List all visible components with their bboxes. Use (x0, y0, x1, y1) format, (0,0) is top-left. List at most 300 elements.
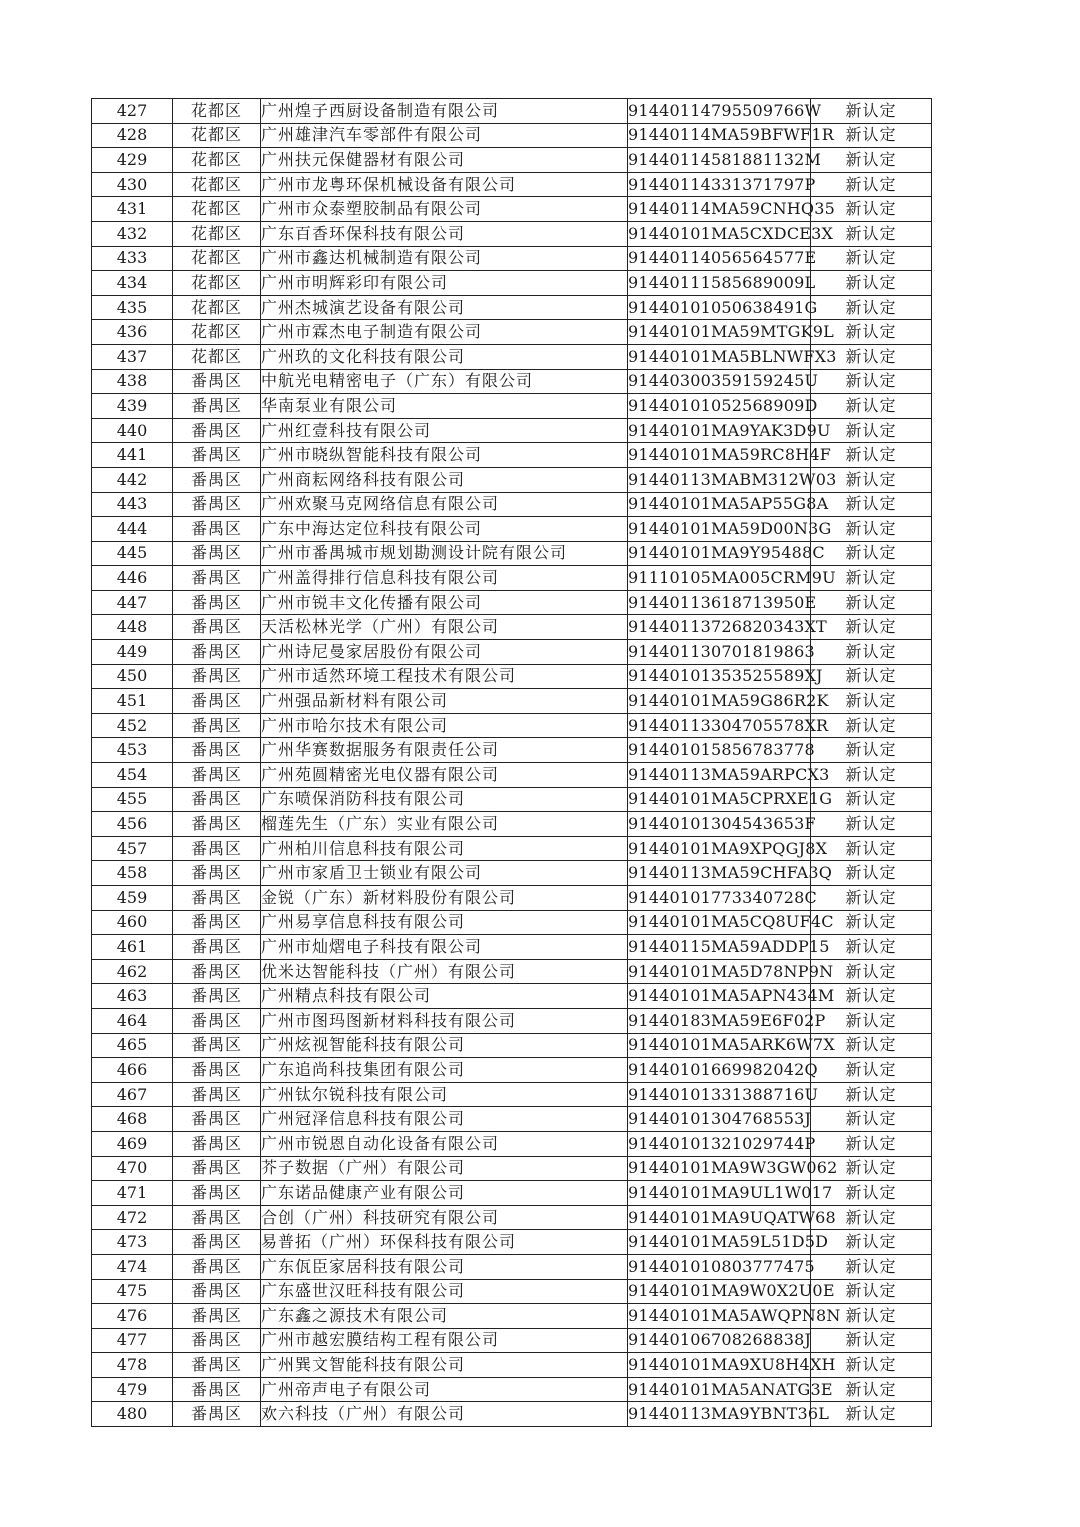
company-name-cell: 广州盖得排行信息科技有限公司 (261, 566, 628, 591)
company-name-cell: 广东中海达定位科技有限公司 (261, 517, 628, 542)
credit-code-cell: 914401010803777475 (628, 1254, 811, 1279)
row-number-cell: 427 (92, 99, 173, 124)
table-row (92, 935, 932, 960)
status-cell: 新认定 (811, 1230, 932, 1255)
company-name-cell: 广州巽文智能科技有限公司 (261, 1353, 628, 1378)
company-name-cell: 广州市灿熠电子科技有限公司 (261, 935, 628, 960)
company-name-cell: 天活松林光学（广州）有限公司 (261, 615, 628, 640)
table-row (92, 787, 932, 812)
district-cell: 番禺区 (173, 443, 261, 468)
table-row (92, 984, 932, 1009)
company-name-cell: 广东佤臣家居科技有限公司 (261, 1254, 628, 1279)
table-row (92, 1058, 932, 1083)
company-name-cell: 广东诺品健康产业有限公司 (261, 1181, 628, 1206)
table-row (92, 763, 932, 788)
district-cell: 番禺区 (173, 640, 261, 665)
status-cell: 新认定 (811, 910, 932, 935)
status-cell: 新认定 (811, 1279, 932, 1304)
row-number-cell: 479 (92, 1377, 173, 1402)
status-cell: 新认定 (811, 1008, 932, 1033)
district-cell: 番禺区 (173, 1082, 261, 1107)
table-row (92, 664, 932, 689)
credit-code-cell: 91440101773340728C (628, 886, 811, 911)
table-row (92, 713, 932, 738)
status-cell: 新认定 (811, 172, 932, 197)
district-cell: 番禺区 (173, 959, 261, 984)
credit-code-cell: 91440101MA5BLNWFX3 (628, 344, 811, 369)
row-number-cell: 429 (92, 148, 173, 173)
credit-code-cell: 91440101304768553J (628, 1107, 811, 1132)
company-name-cell: 广州钛尔锐科技有限公司 (261, 1082, 628, 1107)
status-cell: 新认定 (811, 148, 932, 173)
credit-code-cell: 91440114795509766W (628, 99, 811, 124)
row-number-cell: 458 (92, 861, 173, 886)
company-name-cell: 广州市越宏膜结构工程有限公司 (261, 1328, 628, 1353)
table-row (92, 123, 932, 148)
status-cell: 新认定 (811, 1205, 932, 1230)
district-cell: 花都区 (173, 320, 261, 345)
row-number-cell: 433 (92, 246, 173, 271)
district-cell: 花都区 (173, 99, 261, 124)
status-cell: 新认定 (811, 1328, 932, 1353)
credit-code-cell: 91440101MA9UQATW68 (628, 1205, 811, 1230)
district-cell: 番禺区 (173, 861, 261, 886)
company-name-cell: 易普拓（广州）环保科技有限公司 (261, 1230, 628, 1255)
row-number-cell: 480 (92, 1402, 173, 1427)
credit-code-cell: 91440114MA59CNHQ35 (628, 197, 811, 222)
table-row (92, 1107, 932, 1132)
table-row (92, 738, 932, 763)
row-number-cell: 452 (92, 713, 173, 738)
row-number-cell: 441 (92, 443, 173, 468)
company-name-cell: 广东盛世汉旺科技有限公司 (261, 1279, 628, 1304)
row-number-cell: 456 (92, 812, 173, 837)
table-row (92, 1082, 932, 1107)
row-number-cell: 466 (92, 1058, 173, 1083)
row-number-cell: 467 (92, 1082, 173, 1107)
row-number-cell: 457 (92, 836, 173, 861)
table-row (92, 1254, 932, 1279)
credit-code-cell: 91440101669982042Q (628, 1058, 811, 1083)
status-cell: 新认定 (811, 664, 932, 689)
company-name-cell: 欢六科技（广州）有限公司 (261, 1402, 628, 1427)
row-number-cell: 447 (92, 590, 173, 615)
credit-code-cell: 91440101MA9Y95488C (628, 541, 811, 566)
row-number-cell: 473 (92, 1230, 173, 1255)
table-row (92, 1156, 932, 1181)
status-cell: 新认定 (811, 467, 932, 492)
status-cell: 新认定 (811, 123, 932, 148)
company-name-cell: 广州华赛数据服务有限责任公司 (261, 738, 628, 763)
company-name-cell: 广州柏川信息科技有限公司 (261, 836, 628, 861)
credit-code-cell: 91440300359159245U (628, 369, 811, 394)
row-number-cell: 443 (92, 492, 173, 517)
credit-code-cell: 914401015856783778 (628, 738, 811, 763)
district-cell: 花都区 (173, 295, 261, 320)
district-cell: 花都区 (173, 344, 261, 369)
company-name-cell: 广州市鑫达机械制造有限公司 (261, 246, 628, 271)
row-number-cell: 471 (92, 1181, 173, 1206)
table-row (92, 689, 932, 714)
status-cell: 新认定 (811, 271, 932, 296)
credit-code-cell: 91440101MA5CQ8UF4C (628, 910, 811, 935)
row-number-cell: 472 (92, 1205, 173, 1230)
table-row (92, 246, 932, 271)
company-name-cell: 广州易享信息科技有限公司 (261, 910, 628, 935)
table-row (92, 1402, 932, 1427)
company-name-cell: 广州市众泰塑胶制品有限公司 (261, 197, 628, 222)
status-cell: 新认定 (811, 640, 932, 665)
credit-code-cell: 91440111585689009L (628, 271, 811, 296)
table-row (92, 812, 932, 837)
credit-code-cell: 91440101331388716U (628, 1082, 811, 1107)
company-name-cell: 广州市晓纵智能科技有限公司 (261, 443, 628, 468)
row-number-cell: 437 (92, 344, 173, 369)
company-name-cell: 广州杰城演艺设备有限公司 (261, 295, 628, 320)
status-cell: 新认定 (811, 1304, 932, 1329)
company-name-cell: 优米达智能科技（广州）有限公司 (261, 959, 628, 984)
district-cell: 番禺区 (173, 763, 261, 788)
status-cell: 新认定 (811, 344, 932, 369)
company-name-cell: 华南泵业有限公司 (261, 394, 628, 419)
table-row (92, 467, 932, 492)
row-number-cell: 451 (92, 689, 173, 714)
table-row (92, 99, 932, 124)
credit-code-cell: 91440101MA9UL1W017 (628, 1181, 811, 1206)
credit-code-cell: 91440101MA5AP55G8A (628, 492, 811, 517)
row-number-cell: 461 (92, 935, 173, 960)
district-cell: 番禺区 (173, 467, 261, 492)
status-cell: 新认定 (811, 689, 932, 714)
district-cell: 番禺区 (173, 369, 261, 394)
district-cell: 番禺区 (173, 1008, 261, 1033)
company-name-cell: 广州市哈尔技术有限公司 (261, 713, 628, 738)
enterprise-list-table (91, 98, 932, 1427)
credit-code-cell: 914401130701819863 (628, 640, 811, 665)
row-number-cell: 432 (92, 221, 173, 246)
status-cell: 新认定 (811, 221, 932, 246)
credit-code-cell: 91440101MA59L51D5D (628, 1230, 811, 1255)
status-cell: 新认定 (811, 1058, 932, 1083)
table-row (92, 1008, 932, 1033)
table-row (92, 1353, 932, 1378)
company-name-cell: 广州市龙粤环保机械设备有限公司 (261, 172, 628, 197)
status-cell: 新认定 (811, 713, 932, 738)
row-number-cell: 475 (92, 1279, 173, 1304)
district-cell: 番禺区 (173, 1107, 261, 1132)
company-name-cell: 广州市锐丰文化传播有限公司 (261, 590, 628, 615)
credit-code-cell: 91440101MA5CPRXE1G (628, 787, 811, 812)
credit-code-cell: 91440101MA59RC8H4F (628, 443, 811, 468)
table-row (92, 394, 932, 419)
district-cell: 番禺区 (173, 1328, 261, 1353)
table-row (92, 1279, 932, 1304)
company-name-cell: 榴莲先生（广东）实业有限公司 (261, 812, 628, 837)
credit-code-cell: 91440101MA9XPQGJ8X (628, 836, 811, 861)
status-cell: 新认定 (811, 246, 932, 271)
credit-code-cell: 91440101MA5AWQPN8N (628, 1304, 811, 1329)
credit-code-cell: 91440101052568909D (628, 394, 811, 419)
district-cell: 番禺区 (173, 517, 261, 542)
company-name-cell: 广州市霖杰电子制造有限公司 (261, 320, 628, 345)
status-cell: 新认定 (811, 1156, 932, 1181)
district-cell: 番禺区 (173, 1304, 261, 1329)
row-number-cell: 440 (92, 418, 173, 443)
table-row (92, 959, 932, 984)
company-name-cell: 广州商耘网络科技有限公司 (261, 467, 628, 492)
status-cell: 新认定 (811, 861, 932, 886)
row-number-cell: 434 (92, 271, 173, 296)
district-cell: 花都区 (173, 271, 261, 296)
status-cell: 新认定 (811, 1181, 932, 1206)
table-row (92, 320, 932, 345)
row-number-cell: 450 (92, 664, 173, 689)
credit-code-cell: 91440101MA9XU8H4XH (628, 1353, 811, 1378)
status-cell: 新认定 (811, 763, 932, 788)
table-row (92, 344, 932, 369)
status-cell: 新认定 (811, 418, 932, 443)
table-row (92, 1131, 932, 1156)
status-cell: 新认定 (811, 1082, 932, 1107)
company-name-cell: 广州苑圆精密光电仪器有限公司 (261, 763, 628, 788)
district-cell: 番禺区 (173, 394, 261, 419)
district-cell: 番禺区 (173, 566, 261, 591)
status-cell: 新认定 (811, 590, 932, 615)
status-cell: 新认定 (811, 1377, 932, 1402)
row-number-cell: 462 (92, 959, 173, 984)
company-name-cell: 广东追尚科技集团有限公司 (261, 1058, 628, 1083)
district-cell: 花都区 (173, 172, 261, 197)
district-cell: 番禺区 (173, 1156, 261, 1181)
company-name-cell: 广州欢聚马克网络信息有限公司 (261, 492, 628, 517)
company-name-cell: 广州冠泽信息科技有限公司 (261, 1107, 628, 1132)
credit-code-cell: 91440113MA59ARPCX3 (628, 763, 811, 788)
credit-code-cell: 91440101321029744P (628, 1131, 811, 1156)
credit-code-cell: 91440101MA5ARK6W7X (628, 1033, 811, 1058)
company-name-cell: 广州精点科技有限公司 (261, 984, 628, 1009)
credit-code-cell: 91440101050638491G (628, 295, 811, 320)
company-name-cell: 广州市图玛图新材料科技有限公司 (261, 1008, 628, 1033)
company-name-cell: 芥子数据（广州）有限公司 (261, 1156, 628, 1181)
credit-code-cell: 91440114331371797P (628, 172, 811, 197)
row-number-cell: 438 (92, 369, 173, 394)
row-number-cell: 436 (92, 320, 173, 345)
status-cell: 新认定 (811, 320, 932, 345)
district-cell: 番禺区 (173, 713, 261, 738)
district-cell: 番禺区 (173, 1131, 261, 1156)
row-number-cell: 469 (92, 1131, 173, 1156)
district-cell: 番禺区 (173, 836, 261, 861)
status-cell: 新认定 (811, 295, 932, 320)
row-number-cell: 428 (92, 123, 173, 148)
table-row (92, 615, 932, 640)
district-cell: 番禺区 (173, 418, 261, 443)
table-row (92, 1377, 932, 1402)
status-cell: 新认定 (811, 812, 932, 837)
district-cell: 番禺区 (173, 935, 261, 960)
table-row (92, 221, 932, 246)
table-row (92, 1230, 932, 1255)
row-number-cell: 478 (92, 1353, 173, 1378)
credit-code-cell: 91440113MA9YBNT36L (628, 1402, 811, 1427)
credit-code-cell: 91440101MA5APN434M (628, 984, 811, 1009)
company-name-cell: 广东鑫之源技术有限公司 (261, 1304, 628, 1329)
credit-code-cell: 91440101MA9W3GW062 (628, 1156, 811, 1181)
row-number-cell: 468 (92, 1107, 173, 1132)
table-row (92, 836, 932, 861)
status-cell: 新认定 (811, 492, 932, 517)
status-cell: 新认定 (811, 935, 932, 960)
district-cell: 番禺区 (173, 738, 261, 763)
district-cell: 番禺区 (173, 541, 261, 566)
district-cell: 番禺区 (173, 664, 261, 689)
district-cell: 番禺区 (173, 910, 261, 935)
credit-code-cell: 91440101MA59MTGK9L (628, 320, 811, 345)
table-row (92, 1304, 932, 1329)
district-cell: 番禺区 (173, 689, 261, 714)
status-cell: 新认定 (811, 394, 932, 419)
district-cell: 番禺区 (173, 590, 261, 615)
credit-code-cell: 91440113618713950E (628, 590, 811, 615)
row-number-cell: 435 (92, 295, 173, 320)
credit-code-cell: 91440101MA5D78NP9N (628, 959, 811, 984)
row-number-cell: 453 (92, 738, 173, 763)
status-cell: 新认定 (811, 1402, 932, 1427)
company-name-cell: 广州扶元保健器材有限公司 (261, 148, 628, 173)
status-cell: 新认定 (811, 1107, 932, 1132)
credit-code-cell: 91440101MA59G86R2K (628, 689, 811, 714)
table-row (92, 1328, 932, 1353)
row-number-cell: 445 (92, 541, 173, 566)
district-cell: 花都区 (173, 197, 261, 222)
table-row (92, 369, 932, 394)
company-name-cell: 广州诗尼曼家居股份有限公司 (261, 640, 628, 665)
status-cell: 新认定 (811, 1033, 932, 1058)
credit-code-cell: 91440114MA59BFWF1R (628, 123, 811, 148)
table-row (92, 1205, 932, 1230)
credit-code-cell: 91440115MA59ADDP15 (628, 935, 811, 960)
credit-code-cell: 91440106708268838J (628, 1328, 811, 1353)
district-cell: 番禺区 (173, 1033, 261, 1058)
credit-code-cell: 91440114056564577E (628, 246, 811, 271)
district-cell: 番禺区 (173, 1402, 261, 1427)
district-cell: 番禺区 (173, 812, 261, 837)
district-cell: 番禺区 (173, 984, 261, 1009)
district-cell: 番禺区 (173, 1205, 261, 1230)
row-number-cell: 455 (92, 787, 173, 812)
credit-code-cell: 91110105MA005CRM9U (628, 566, 811, 591)
row-number-cell: 470 (92, 1156, 173, 1181)
status-cell: 新认定 (811, 615, 932, 640)
credit-code-cell: 91440114581881132M (628, 148, 811, 173)
district-cell: 番禺区 (173, 1181, 261, 1206)
row-number-cell: 444 (92, 517, 173, 542)
table-row (92, 172, 932, 197)
district-cell: 番禺区 (173, 886, 261, 911)
row-number-cell: 476 (92, 1304, 173, 1329)
company-name-cell: 广州炫视智能科技有限公司 (261, 1033, 628, 1058)
table-row (92, 197, 932, 222)
district-cell: 番禺区 (173, 1377, 261, 1402)
district-cell: 番禺区 (173, 787, 261, 812)
status-cell: 新认定 (811, 1131, 932, 1156)
status-cell: 新认定 (811, 787, 932, 812)
row-number-cell: 474 (92, 1254, 173, 1279)
table-row (92, 861, 932, 886)
district-cell: 番禺区 (173, 1353, 261, 1378)
company-name-cell: 广州市锐恩自动化设备有限公司 (261, 1131, 628, 1156)
row-number-cell: 454 (92, 763, 173, 788)
company-name-cell: 广东喷保消防科技有限公司 (261, 787, 628, 812)
status-cell: 新认定 (811, 517, 932, 542)
table-row (92, 566, 932, 591)
row-number-cell: 459 (92, 886, 173, 911)
credit-code-cell: 91440101MA5CXDCE3X (628, 221, 811, 246)
status-cell: 新认定 (811, 984, 932, 1009)
company-name-cell: 金锐（广东）新材料股份有限公司 (261, 886, 628, 911)
company-name-cell: 广州市明辉彩印有限公司 (261, 271, 628, 296)
district-cell: 番禺区 (173, 615, 261, 640)
district-cell: 番禺区 (173, 1254, 261, 1279)
table-row (92, 910, 932, 935)
table-row (92, 640, 932, 665)
table-row (92, 886, 932, 911)
status-cell: 新认定 (811, 369, 932, 394)
district-cell: 番禺区 (173, 1230, 261, 1255)
company-name-cell: 广东百香环保科技有限公司 (261, 221, 628, 246)
table-row (92, 418, 932, 443)
company-name-cell: 广州帝声电子有限公司 (261, 1377, 628, 1402)
company-name-cell: 广州玖的文化科技有限公司 (261, 344, 628, 369)
table-row (92, 148, 932, 173)
status-cell: 新认定 (811, 99, 932, 124)
table-row (92, 541, 932, 566)
row-number-cell: 448 (92, 615, 173, 640)
table-row (92, 295, 932, 320)
row-number-cell: 477 (92, 1328, 173, 1353)
row-number-cell: 442 (92, 467, 173, 492)
row-number-cell: 460 (92, 910, 173, 935)
credit-code-cell: 91440101MA5ANATG3E (628, 1377, 811, 1402)
company-name-cell: 广州红壹科技有限公司 (261, 418, 628, 443)
credit-code-cell: 91440101353525589XJ (628, 664, 811, 689)
status-cell: 新认定 (811, 738, 932, 763)
row-number-cell: 431 (92, 197, 173, 222)
company-name-cell: 广州市番禺城市规划勘测设计院有限公司 (261, 541, 628, 566)
credit-code-cell: 91440101MA9YAK3D9U (628, 418, 811, 443)
row-number-cell: 463 (92, 984, 173, 1009)
status-cell: 新认定 (811, 959, 932, 984)
district-cell: 番禺区 (173, 492, 261, 517)
table-row (92, 271, 932, 296)
row-number-cell: 430 (92, 172, 173, 197)
table-row (92, 590, 932, 615)
status-cell: 新认定 (811, 836, 932, 861)
district-cell: 番禺区 (173, 1279, 261, 1304)
table-row (92, 517, 932, 542)
company-name-cell: 中航光电精密电子（广东）有限公司 (261, 369, 628, 394)
row-number-cell: 439 (92, 394, 173, 419)
company-name-cell: 广州煌子西厨设备制造有限公司 (261, 99, 628, 124)
status-cell: 新认定 (811, 566, 932, 591)
row-number-cell: 464 (92, 1008, 173, 1033)
status-cell: 新认定 (811, 886, 932, 911)
credit-code-cell: 91440101MA59D00N3G (628, 517, 811, 542)
status-cell: 新认定 (811, 1254, 932, 1279)
district-cell: 花都区 (173, 148, 261, 173)
status-cell: 新认定 (811, 197, 932, 222)
district-cell: 花都区 (173, 246, 261, 271)
